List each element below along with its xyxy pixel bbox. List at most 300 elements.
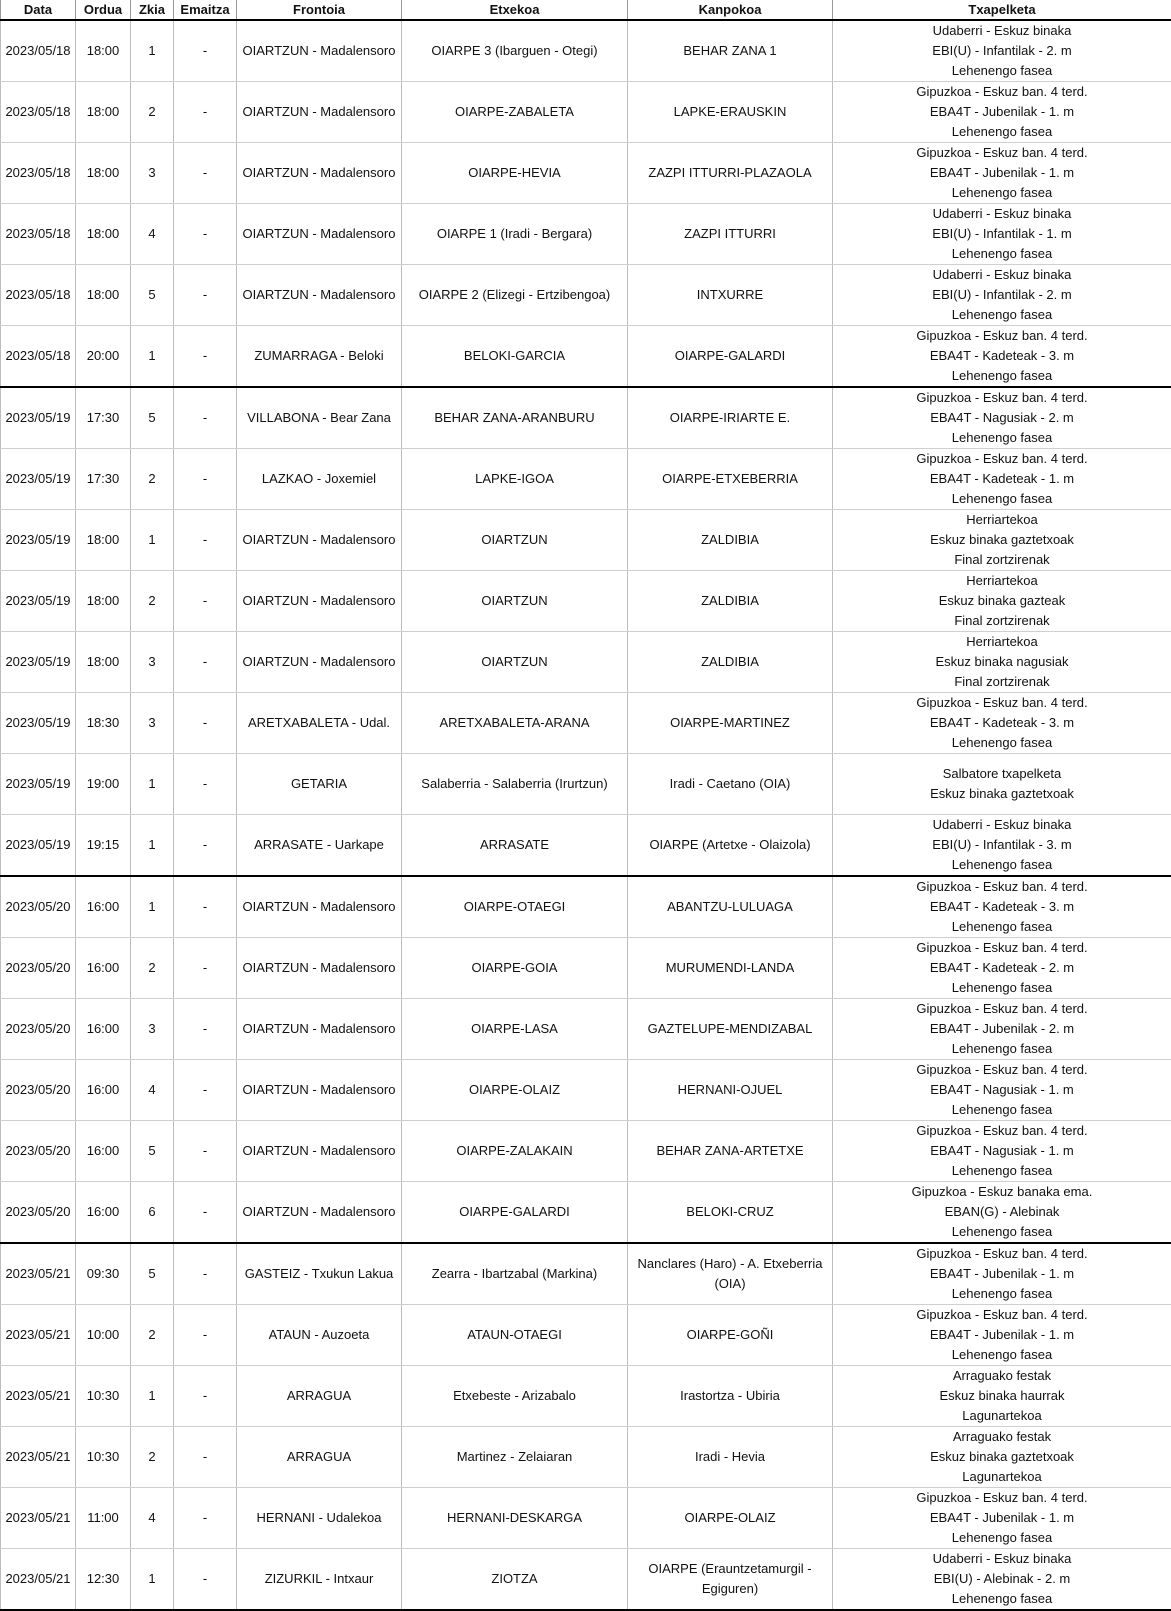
championship-line: EBA4T - Kadeteak - 1. m: [836, 469, 1168, 489]
championship-line: Arraguako festak: [836, 1366, 1168, 1386]
result-cell: -: [174, 1120, 237, 1181]
match-number-cell: 4: [131, 1487, 174, 1548]
championship-cell: [833, 326, 1171, 388]
championship-line: Lehenengo fasea: [836, 917, 1168, 937]
championship-line: Lehenengo fasea: [836, 1161, 1168, 1181]
time-cell: 18:00: [76, 20, 131, 82]
championship-line: Lehenengo fasea: [836, 305, 1168, 325]
championship-line: Gipuzkoa - Eskuz ban. 4 terd.: [836, 326, 1168, 346]
championship-line: Lehenengo fasea: [836, 978, 1168, 998]
away-team-cell: OIARPE (Erauntzetamurgil - Egiguren): [628, 1548, 833, 1610]
home-team-cell: OIARPE-GALARDI: [402, 1181, 628, 1243]
fronton-cell: ARETXABALETA - Udal.: [237, 693, 402, 754]
championship-line: Lehenengo fasea: [836, 183, 1168, 203]
match-number-cell: 3: [131, 632, 174, 693]
away-team-cell: Iradi - Hevia: [628, 1426, 833, 1487]
fronton-cell: OIARTZUN - Madalensoro: [237, 143, 402, 204]
date-cell: 2023/05/18: [1, 20, 76, 82]
result-cell: -: [174, 937, 237, 998]
away-team-cell: MURUMENDI-LANDA: [628, 937, 833, 998]
date-cell: 2023/05/19: [1, 632, 76, 693]
result-cell: -: [174, 143, 237, 204]
championship-line: EBA4T - Jubenilak - 1. m: [836, 163, 1168, 183]
championship-line: Lehenengo fasea: [836, 1589, 1168, 1609]
result-cell: -: [174, 1426, 237, 1487]
date-cell: 2023/05/19: [1, 754, 76, 815]
table-row: [1, 82, 1171, 143]
fronton-cell: OIARTZUN - Madalensoro: [237, 1181, 402, 1243]
fronton-cell: HERNANI - Udalekoa: [237, 1487, 402, 1548]
header-emaitza: Emaitza: [174, 0, 237, 20]
table-row: [1, 571, 1171, 632]
fronton-cell: ARRASATE - Uarkape: [237, 814, 402, 876]
away-team-cell: Nanclares (Haro) - A. Etxeberria (OIA): [628, 1243, 833, 1305]
header-kanpokoa: Kanpokoa: [628, 0, 833, 20]
championship-cell: [833, 265, 1171, 326]
match-number-cell: 5: [131, 387, 174, 449]
header-etxekoa: Etxekoa: [402, 0, 628, 20]
championship-line: EBI(U) - Infantilak - 1. m: [836, 224, 1168, 244]
championship-line: Eskuz binaka gaztetxoak: [836, 1447, 1168, 1467]
championship-cell: [833, 876, 1171, 938]
result-cell: -: [174, 1243, 237, 1305]
home-team-cell: BEHAR ZANA-ARANBURU: [402, 387, 628, 449]
championship-cell: [833, 571, 1171, 632]
match-number-cell: 4: [131, 204, 174, 265]
result-cell: -: [174, 876, 237, 938]
date-cell: 2023/05/19: [1, 693, 76, 754]
championship-line: Lehenengo fasea: [836, 733, 1168, 753]
home-team-cell: Etxebeste - Arizabalo: [402, 1365, 628, 1426]
championship-line: Lagunartekoa: [836, 1467, 1168, 1487]
table-body: [1, 20, 1171, 1610]
championship-cell: [833, 82, 1171, 143]
away-team-cell: LAPKE-ERAUSKIN: [628, 82, 833, 143]
date-cell: 2023/05/21: [1, 1304, 76, 1365]
table-row: [1, 1059, 1171, 1120]
result-cell: -: [174, 326, 237, 388]
table-row: [1, 693, 1171, 754]
match-number-cell: 2: [131, 449, 174, 510]
championship-line: Gipuzkoa - Eskuz ban. 4 terd.: [836, 1244, 1168, 1264]
fronton-cell: OIARTZUN - Madalensoro: [237, 265, 402, 326]
result-cell: -: [174, 754, 237, 815]
header-zkia: Zkia: [131, 0, 174, 20]
time-cell: 18:00: [76, 265, 131, 326]
result-cell: -: [174, 265, 237, 326]
date-cell: 2023/05/18: [1, 326, 76, 388]
championship-cell: [833, 1426, 1171, 1487]
championship-line: EBA4T - Jubenilak - 1. m: [836, 1325, 1168, 1345]
championship-line: Udaberri - Eskuz binaka: [836, 21, 1168, 41]
home-team-cell: ATAUN-OTAEGI: [402, 1304, 628, 1365]
date-cell: 2023/05/19: [1, 814, 76, 876]
championship-line: Gipuzkoa - Eskuz ban. 4 terd.: [836, 1488, 1168, 1508]
result-cell: -: [174, 204, 237, 265]
date-cell: 2023/05/21: [1, 1487, 76, 1548]
fronton-cell: GASTEIZ - Txukun Lakua: [237, 1243, 402, 1305]
championship-line: Arraguako festak: [836, 1427, 1168, 1447]
away-team-cell: BEHAR ZANA-ARTETXE: [628, 1120, 833, 1181]
fronton-cell: LAZKAO - Joxemiel: [237, 449, 402, 510]
championship-line: EBA4T - Kadeteak - 3. m: [836, 346, 1168, 366]
championship-line: Gipuzkoa - Eskuz ban. 4 terd.: [836, 938, 1168, 958]
table-row: [1, 143, 1171, 204]
championship-line: Udaberri - Eskuz binaka: [836, 265, 1168, 285]
table-row: [1, 1548, 1171, 1610]
away-team-cell: Irastortza - Ubiria: [628, 1365, 833, 1426]
away-team-cell: ZALDIBIA: [628, 571, 833, 632]
championship-cell: [833, 449, 1171, 510]
result-cell: -: [174, 693, 237, 754]
result-cell: -: [174, 510, 237, 571]
championship-line: EBA4T - Nagusiak - 1. m: [836, 1080, 1168, 1100]
header-txapelketa: Txapelketa: [833, 0, 1171, 20]
championship-line: EBI(U) - Infantilak - 3. m: [836, 835, 1168, 855]
championship-line: EBA4T - Jubenilak - 1. m: [836, 1508, 1168, 1528]
championship-line: EBA4T - Jubenilak - 1. m: [836, 102, 1168, 122]
result-cell: -: [174, 1548, 237, 1610]
championship-cell: [833, 632, 1171, 693]
championship-line: Gipuzkoa - Eskuz ban. 4 terd.: [836, 449, 1168, 469]
championship-line: EBA4T - Kadeteak - 2. m: [836, 958, 1168, 978]
championship-line: Lehenengo fasea: [836, 366, 1168, 386]
date-cell: 2023/05/20: [1, 1181, 76, 1243]
date-cell: 2023/05/21: [1, 1426, 76, 1487]
championship-line: EBA4T - Kadeteak - 3. m: [836, 897, 1168, 917]
result-cell: -: [174, 1304, 237, 1365]
result-cell: -: [174, 387, 237, 449]
result-cell: -: [174, 449, 237, 510]
home-team-cell: HERNANI-DESKARGA: [402, 1487, 628, 1548]
championship-line: Lehenengo fasea: [836, 1345, 1168, 1365]
match-number-cell: 1: [131, 1365, 174, 1426]
date-cell: 2023/05/20: [1, 998, 76, 1059]
date-cell: 2023/05/18: [1, 143, 76, 204]
fronton-cell: OIARTZUN - Madalensoro: [237, 571, 402, 632]
time-cell: 16:00: [76, 1181, 131, 1243]
table-row: [1, 1120, 1171, 1181]
championship-line: Gipuzkoa - Eskuz ban. 4 terd.: [836, 82, 1168, 102]
championship-line: EBAN(G) - Alebinak: [836, 1202, 1168, 1222]
match-number-cell: 5: [131, 265, 174, 326]
home-team-cell: Zearra - Ibartzabal (Markina): [402, 1243, 628, 1305]
table-row: [1, 1426, 1171, 1487]
home-team-cell: ARETXABALETA-ARANA: [402, 693, 628, 754]
away-team-cell: GAZTELUPE-MENDIZABAL: [628, 998, 833, 1059]
match-number-cell: 2: [131, 1426, 174, 1487]
fronton-cell: ARRAGUA: [237, 1365, 402, 1426]
time-cell: 16:00: [76, 876, 131, 938]
time-cell: 18:30: [76, 693, 131, 754]
match-number-cell: 1: [131, 754, 174, 815]
home-team-cell: OIARPE-HEVIA: [402, 143, 628, 204]
header-frontoia: Frontoia: [237, 0, 402, 20]
away-team-cell: OIARPE-MARTINEZ: [628, 693, 833, 754]
time-cell: 16:00: [76, 998, 131, 1059]
away-team-cell: OIARPE-IRIARTE E.: [628, 387, 833, 449]
date-cell: 2023/05/19: [1, 449, 76, 510]
match-number-cell: 6: [131, 1181, 174, 1243]
away-team-cell: OIARPE-GOÑI: [628, 1304, 833, 1365]
time-cell: 18:00: [76, 571, 131, 632]
time-cell: 18:00: [76, 204, 131, 265]
championship-line: Final zortzirenak: [836, 611, 1168, 631]
date-cell: 2023/05/19: [1, 387, 76, 449]
championship-line: Gipuzkoa - Eskuz ban. 4 terd.: [836, 1121, 1168, 1141]
fronton-cell: OIARTZUN - Madalensoro: [237, 20, 402, 82]
date-cell: 2023/05/18: [1, 204, 76, 265]
championship-line: Gipuzkoa - Eskuz ban. 4 terd.: [836, 1305, 1168, 1325]
time-cell: 12:30: [76, 1548, 131, 1610]
fronton-cell: OIARTZUN - Madalensoro: [237, 1059, 402, 1120]
header-ordua: Ordua: [76, 0, 131, 20]
date-cell: 2023/05/20: [1, 1059, 76, 1120]
table-row: [1, 1304, 1171, 1365]
championship-cell: [833, 387, 1171, 449]
championship-line: EBA4T - Nagusiak - 1. m: [836, 1141, 1168, 1161]
table-row: [1, 1365, 1171, 1426]
championship-cell: [833, 1548, 1171, 1610]
championship-cell: [833, 20, 1171, 82]
table-row: [1, 510, 1171, 571]
championship-cell: [833, 1304, 1171, 1365]
championship-line: Udaberri - Eskuz binaka: [836, 1549, 1168, 1569]
table-row: [1, 632, 1171, 693]
match-number-cell: 1: [131, 510, 174, 571]
table-row: [1, 937, 1171, 998]
fronton-cell: ZIZURKIL - Intxaur: [237, 1548, 402, 1610]
date-cell: 2023/05/19: [1, 510, 76, 571]
result-cell: -: [174, 1059, 237, 1120]
time-cell: 18:00: [76, 510, 131, 571]
championship-line: Lehenengo fasea: [836, 428, 1168, 448]
match-number-cell: 2: [131, 82, 174, 143]
away-team-cell: ABANTZU-LULUAGA: [628, 876, 833, 938]
home-team-cell: ARRASATE: [402, 814, 628, 876]
time-cell: 17:30: [76, 449, 131, 510]
away-team-cell: BELOKI-CRUZ: [628, 1181, 833, 1243]
championship-line: Eskuz binaka gaztetxoak: [836, 784, 1168, 804]
championship-cell: [833, 1120, 1171, 1181]
table-row: [1, 265, 1171, 326]
fronton-cell: GETARIA: [237, 754, 402, 815]
home-team-cell: OIARTZUN: [402, 510, 628, 571]
table-row: [1, 814, 1171, 876]
time-cell: 18:00: [76, 82, 131, 143]
championship-line: Udaberri - Eskuz binaka: [836, 815, 1168, 835]
championship-line: Lehenengo fasea: [836, 489, 1168, 509]
date-cell: 2023/05/18: [1, 82, 76, 143]
home-team-cell: OIARPE 1 (Iradi - Bergara): [402, 204, 628, 265]
date-cell: 2023/05/21: [1, 1365, 76, 1426]
home-team-cell: OIARPE-GOIA: [402, 937, 628, 998]
result-cell: -: [174, 814, 237, 876]
time-cell: 16:00: [76, 937, 131, 998]
championship-cell: [833, 814, 1171, 876]
fronton-cell: OIARTZUN - Madalensoro: [237, 632, 402, 693]
match-number-cell: 2: [131, 571, 174, 632]
championship-line: Gipuzkoa - Eskuz ban. 4 terd.: [836, 693, 1168, 713]
championship-line: EBI(U) - Alebinak - 2. m: [836, 1569, 1168, 1589]
result-cell: -: [174, 1181, 237, 1243]
result-cell: -: [174, 1365, 237, 1426]
fronton-cell: OIARTZUN - Madalensoro: [237, 510, 402, 571]
match-number-cell: 3: [131, 693, 174, 754]
table-row: [1, 1487, 1171, 1548]
table-row: [1, 449, 1171, 510]
championship-line: Final zortzirenak: [836, 550, 1168, 570]
championship-line: EBA4T - Kadeteak - 3. m: [836, 713, 1168, 733]
time-cell: 18:00: [76, 632, 131, 693]
table-row: [1, 1181, 1171, 1243]
fronton-cell: ATAUN - Auzoeta: [237, 1304, 402, 1365]
home-team-cell: OIARPE-ZALAKAIN: [402, 1120, 628, 1181]
championship-line: Lagunartekoa: [836, 1406, 1168, 1426]
fronton-cell: OIARTZUN - Madalensoro: [237, 204, 402, 265]
table-row: [1, 876, 1171, 938]
table-row: [1, 998, 1171, 1059]
home-team-cell: OIARPE 3 (Ibarguen - Otegi): [402, 20, 628, 82]
championship-cell: [833, 204, 1171, 265]
away-team-cell: ZALDIBIA: [628, 510, 833, 571]
match-number-cell: 1: [131, 814, 174, 876]
result-cell: -: [174, 1487, 237, 1548]
championship-line: Final zortzirenak: [836, 672, 1168, 692]
table-row: [1, 20, 1171, 82]
table-row: [1, 1243, 1171, 1305]
championship-line: EBI(U) - Infantilak - 2. m: [836, 285, 1168, 305]
championship-cell: [833, 937, 1171, 998]
date-cell: 2023/05/19: [1, 571, 76, 632]
away-team-cell: INTXURRE: [628, 265, 833, 326]
championship-cell: [833, 1487, 1171, 1548]
championship-line: Gipuzkoa - Eskuz ban. 4 terd.: [836, 999, 1168, 1019]
time-cell: 18:00: [76, 143, 131, 204]
date-cell: 2023/05/21: [1, 1243, 76, 1305]
championship-line: Gipuzkoa - Eskuz ban. 4 terd.: [836, 143, 1168, 163]
home-team-cell: OIARPE-OLAIZ: [402, 1059, 628, 1120]
championship-line: Eskuz binaka haurrak: [836, 1386, 1168, 1406]
fronton-cell: OIARTZUN - Madalensoro: [237, 1120, 402, 1181]
away-team-cell: BEHAR ZANA 1: [628, 20, 833, 82]
fronton-cell: ZUMARRAGA - Beloki: [237, 326, 402, 388]
championship-line: Lehenengo fasea: [836, 1100, 1168, 1120]
table-row: [1, 754, 1171, 815]
championship-cell: [833, 998, 1171, 1059]
championship-line: Lehenengo fasea: [836, 244, 1168, 264]
championship-line: Lehenengo fasea: [836, 1528, 1168, 1548]
championship-line: Herriartekoa: [836, 571, 1168, 591]
time-cell: 19:00: [76, 754, 131, 815]
championship-line: Gipuzkoa - Eskuz ban. 4 terd.: [836, 1060, 1168, 1080]
championship-cell: [833, 143, 1171, 204]
away-team-cell: HERNANI-OJUEL: [628, 1059, 833, 1120]
time-cell: 16:00: [76, 1059, 131, 1120]
championship-line: Lehenengo fasea: [836, 122, 1168, 142]
time-cell: 09:30: [76, 1243, 131, 1305]
result-cell: -: [174, 82, 237, 143]
away-team-cell: OIARPE-OLAIZ: [628, 1487, 833, 1548]
home-team-cell: BELOKI-GARCIA: [402, 326, 628, 388]
match-number-cell: 1: [131, 876, 174, 938]
fronton-cell: ARRAGUA: [237, 1426, 402, 1487]
championship-cell: [833, 1365, 1171, 1426]
match-number-cell: 3: [131, 143, 174, 204]
result-cell: -: [174, 632, 237, 693]
away-team-cell: OIARPE (Artetxe - Olaizola): [628, 814, 833, 876]
championship-cell: [833, 1243, 1171, 1305]
fronton-cell: VILLABONA - Bear Zana: [237, 387, 402, 449]
championship-line: Eskuz binaka gaztetxoak: [836, 530, 1168, 550]
time-cell: 20:00: [76, 326, 131, 388]
championship-line: Gipuzkoa - Eskuz banaka ema.: [836, 1182, 1168, 1202]
championship-cell: [833, 1181, 1171, 1243]
home-team-cell: OIARPE 2 (Elizegi - Ertzibengoa): [402, 265, 628, 326]
match-number-cell: 5: [131, 1243, 174, 1305]
date-cell: 2023/05/18: [1, 265, 76, 326]
table-row: [1, 204, 1171, 265]
championship-line: Lehenengo fasea: [836, 1039, 1168, 1059]
championship-line: Gipuzkoa - Eskuz ban. 4 terd.: [836, 877, 1168, 897]
championship-line: Salbatore txapelketa: [836, 764, 1168, 784]
date-cell: 2023/05/21: [1, 1548, 76, 1610]
championship-line: Lehenengo fasea: [836, 1284, 1168, 1304]
date-cell: 2023/05/20: [1, 876, 76, 938]
fronton-cell: OIARTZUN - Madalensoro: [237, 82, 402, 143]
championship-line: Lehenengo fasea: [836, 61, 1168, 81]
match-number-cell: 3: [131, 998, 174, 1059]
match-number-cell: 1: [131, 1548, 174, 1610]
result-cell: -: [174, 998, 237, 1059]
time-cell: 19:15: [76, 814, 131, 876]
away-team-cell: OIARPE-ETXEBERRIA: [628, 449, 833, 510]
header-row: [1, 0, 1171, 20]
championship-line: Udaberri - Eskuz binaka: [836, 204, 1168, 224]
championship-line: Lehenengo fasea: [836, 1222, 1168, 1242]
home-team-cell: OIARPE-OTAEGI: [402, 876, 628, 938]
time-cell: 10:30: [76, 1365, 131, 1426]
championship-line: Eskuz binaka nagusiak: [836, 652, 1168, 672]
match-number-cell: 5: [131, 1120, 174, 1181]
championship-cell: [833, 693, 1171, 754]
fronton-cell: OIARTZUN - Madalensoro: [237, 937, 402, 998]
championship-line: EBA4T - Nagusiak - 2. m: [836, 408, 1168, 428]
championship-line: Gipuzkoa - Eskuz ban. 4 terd.: [836, 388, 1168, 408]
fronton-cell: OIARTZUN - Madalensoro: [237, 876, 402, 938]
championship-cell: [833, 1059, 1171, 1120]
table-row: [1, 387, 1171, 449]
championship-line: Herriartekoa: [836, 510, 1168, 530]
result-cell: -: [174, 20, 237, 82]
match-number-cell: 2: [131, 1304, 174, 1365]
championship-line: Eskuz binaka gazteak: [836, 591, 1168, 611]
home-team-cell: OIARPE-ZABALETA: [402, 82, 628, 143]
home-team-cell: OIARPE-LASA: [402, 998, 628, 1059]
away-team-cell: Iradi - Caetano (OIA): [628, 754, 833, 815]
home-team-cell: Martinez - Zelaiaran: [402, 1426, 628, 1487]
match-number-cell: 1: [131, 326, 174, 388]
home-team-cell: Salaberria - Salaberria (Irurtzun): [402, 754, 628, 815]
time-cell: 10:00: [76, 1304, 131, 1365]
time-cell: 17:30: [76, 387, 131, 449]
championship-line: EBI(U) - Infantilak - 2. m: [836, 41, 1168, 61]
result-cell: -: [174, 571, 237, 632]
header-data: Data: [1, 0, 76, 20]
home-team-cell: LAPKE-IGOA: [402, 449, 628, 510]
away-team-cell: ZAZPI ITTURRI: [628, 204, 833, 265]
match-number-cell: 1: [131, 20, 174, 82]
